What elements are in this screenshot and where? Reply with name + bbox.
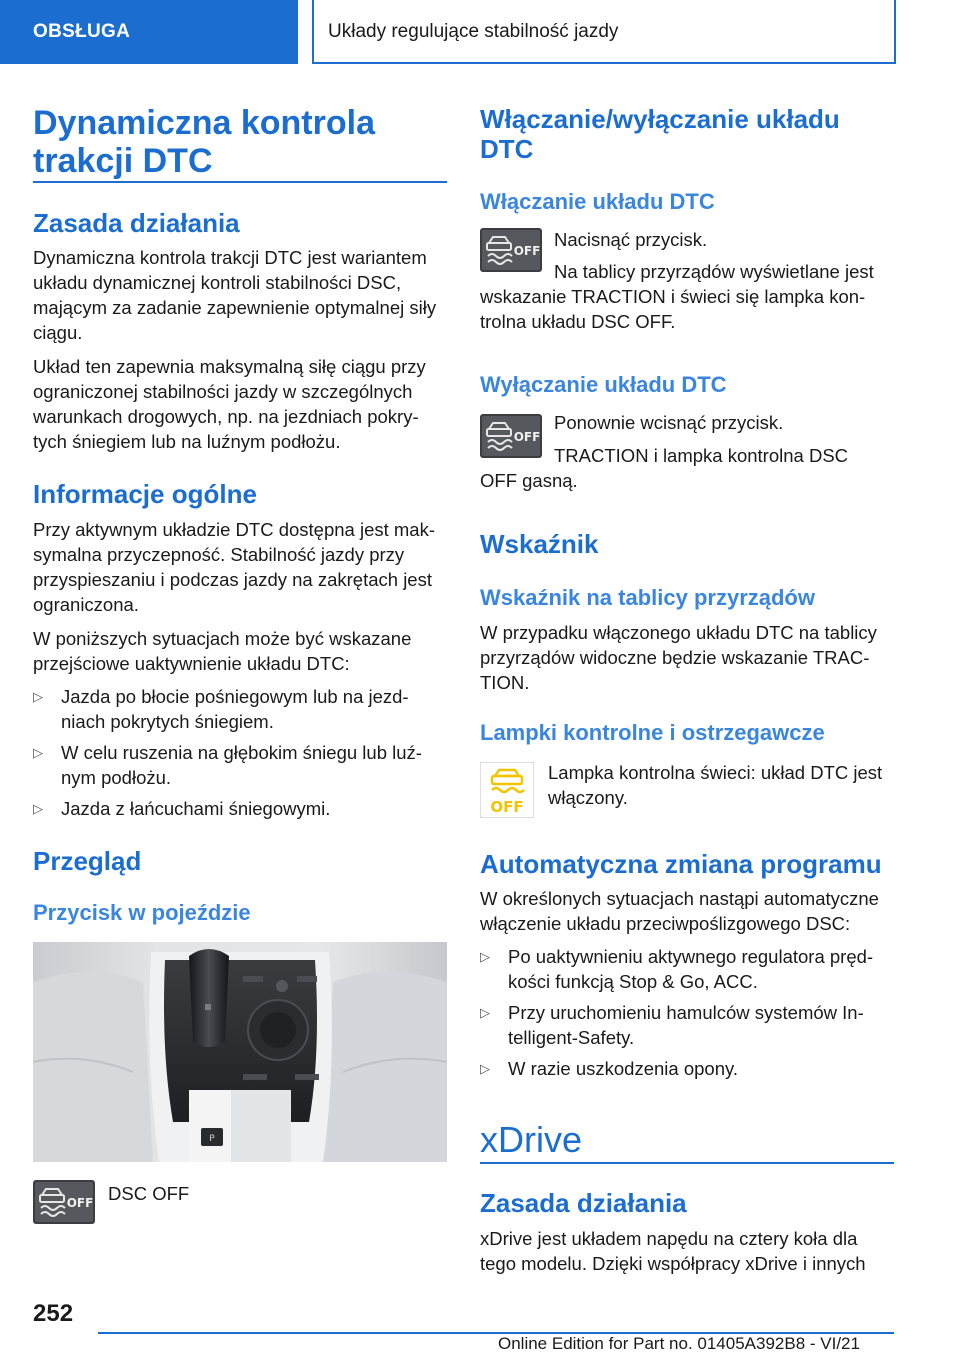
text-line: TION. — [480, 672, 530, 693]
text-line: Przy aktywnym układzie DTC dostępna jest mak- — [33, 519, 435, 540]
icon-off-label: OFF — [513, 244, 541, 258]
heading-automatyczna-zmiana: Automatyczna zmiana programu — [480, 849, 882, 879]
heading-wlaczanie-wylaczanie-l2: DTC — [480, 134, 534, 164]
text-line: OFF gasną. — [480, 470, 578, 491]
text-line: W przypadku włączonego układu DTC na tablicy — [480, 622, 877, 643]
heading-wskaznik-tablica: Wskaźnik na tablicy przyrządów — [480, 585, 815, 610]
icon-off-label: OFF — [513, 430, 541, 444]
dsc-off-button-icon — [33, 1180, 95, 1224]
text-line: Ponownie wcisnąć przycisk. — [554, 412, 784, 433]
page-title-line2: trakcji DTC — [33, 142, 213, 180]
text-line: trolna układu DSC OFF. — [480, 311, 676, 332]
text-line: Na tablicy przyrządów wyświetlane jest — [554, 261, 874, 282]
chapter-title: Układy regulujące stabilność jazdy — [312, 0, 896, 64]
heading-przycisk-w-pojezdzie: Przycisk w pojeździe — [33, 900, 251, 925]
text-line: ciągu. — [33, 322, 83, 343]
text-line: TRACTION i lampka kontrolna DSC — [554, 445, 849, 466]
center-console-illustration — [33, 942, 447, 1162]
text-line: wskazanie TRACTION i świeci się lampka kon- — [480, 286, 866, 307]
page-number: 252 — [33, 1300, 74, 1327]
list-item-text: W razie uszkodzenia opony. — [508, 1058, 738, 1079]
heading-wlaczanie-wylaczanie-l1: Włączanie/wyłączanie układu — [480, 104, 840, 134]
list-item-text: telligent-Safety. — [508, 1027, 635, 1048]
text-line: xDrive jest układem napędu na cztery koła dla — [480, 1228, 858, 1249]
list-item-text: W celu ruszenia na głębokim śniegu lub luź- — [61, 742, 422, 763]
heading-wylaczanie-dtc: Wyłączanie układu DTC — [480, 372, 727, 397]
triangle-bullet-icon: ▷ — [33, 801, 43, 816]
list-item-text: Jazda po błocie pośniegowym lub na jezd- — [61, 686, 409, 707]
dtc-warning-lamp-icon — [480, 762, 534, 818]
heading-wskaznik: Wskaźnik — [480, 529, 599, 559]
text-line: tych śniegiem lub na luźnym podłożu. — [33, 431, 341, 452]
text-line: układu dynamicznej kontroli stabilności DSC, — [33, 272, 402, 293]
text-line: Nacisnąć przycisk. — [554, 229, 708, 250]
dsc-off-button-icon — [480, 228, 542, 272]
heading-informacje-ogolne: Informacje ogólne — [33, 479, 257, 509]
text-line: tego modelu. Dzięki współpracy xDrive i innych — [480, 1253, 866, 1274]
title-divider — [33, 181, 447, 183]
text-line: W określonych sytuacjach nastąpi automatyczne — [480, 888, 879, 909]
page-title-line1: Dynamiczna kontrola — [33, 104, 375, 142]
page-header — [0, 0, 960, 64]
list-item-text: Jazda z łańcuchami śniegowymi. — [61, 798, 331, 819]
heading-zasada-dzialania: Zasada działania — [33, 208, 240, 238]
triangle-bullet-icon: ▷ — [33, 745, 43, 760]
dsc-off-button-icon — [480, 414, 542, 458]
center-console-photo — [33, 942, 447, 1162]
heading-lampki-kontrolne: Lampki kontrolne i ostrzegawcze — [480, 720, 825, 745]
text-line: Dynamiczna kontrola trakcji DTC jest wariantem — [33, 247, 427, 268]
text-line: przyspieszaniu i podczas jazdy na zakrętach jest — [33, 569, 432, 590]
text-line: przyrządów widoczne będzie wskazanie TRAC- — [480, 647, 870, 668]
triangle-bullet-icon: ▷ — [480, 1005, 490, 1020]
footer-edition: Online Edition for Part no. 01405A392B8 - VI/21 — [498, 1334, 860, 1353]
text-line: przejściowe uaktywnienie układu DTC: — [33, 653, 350, 674]
text-line: symalna przyczepność. Stabilność jazdy przy — [33, 544, 405, 565]
triangle-bullet-icon: ▷ — [480, 1061, 490, 1076]
list-item-text: Po uaktywnieniu aktywnego regulatora pręd- — [508, 946, 874, 967]
list-item-text: Przy uruchomieniu hamulców systemów In- — [508, 1002, 864, 1023]
lamp-off-label: OFF — [490, 798, 524, 816]
text-line: mającym za zadanie zapewnienie optymalnej siły — [33, 297, 437, 318]
list-item-text: niach pokrytych śniegiem. — [61, 711, 274, 732]
heading-zasada-dzialania-xdrive: Zasada działania — [480, 1188, 687, 1218]
button-caption: DSC OFF — [108, 1183, 190, 1204]
heading-przeglad: Przegląd — [33, 846, 142, 876]
triangle-bullet-icon: ▷ — [33, 689, 43, 704]
text-line: Układ ten zapewnia maksymalną siłę ciągu przy — [33, 356, 426, 377]
text-line: ograniczona. — [33, 594, 139, 615]
heading-wlaczanie-dtc: Włączanie układu DTC — [480, 189, 715, 214]
text-line: włączenie układu przeciwpoślizgowego DSC: — [480, 913, 851, 934]
icon-off-label: OFF — [66, 1196, 94, 1210]
triangle-bullet-icon: ▷ — [480, 949, 490, 964]
list-item-text: kości funkcją Stop & Go, ACC. — [508, 971, 758, 992]
list-item-text: nym podłożu. — [61, 767, 172, 788]
section-tab: OBSŁUGA — [0, 0, 298, 64]
text-line: Lampka kontrolna świeci: układ DTC jest — [548, 762, 883, 783]
text-line: W poniższych sytuacjach może być wskazane — [33, 628, 412, 649]
text-line: włączony. — [548, 787, 628, 808]
svg-text:P: P — [209, 1134, 215, 1144]
text-line: warunkach drogowych, np. na jezdniach pokry- — [33, 406, 419, 427]
heading-xdrive: xDrive — [480, 1119, 583, 1160]
xdrive-divider — [480, 1162, 894, 1164]
text-line: ograniczonej stabilności jazdy w szczególnych — [33, 381, 413, 402]
